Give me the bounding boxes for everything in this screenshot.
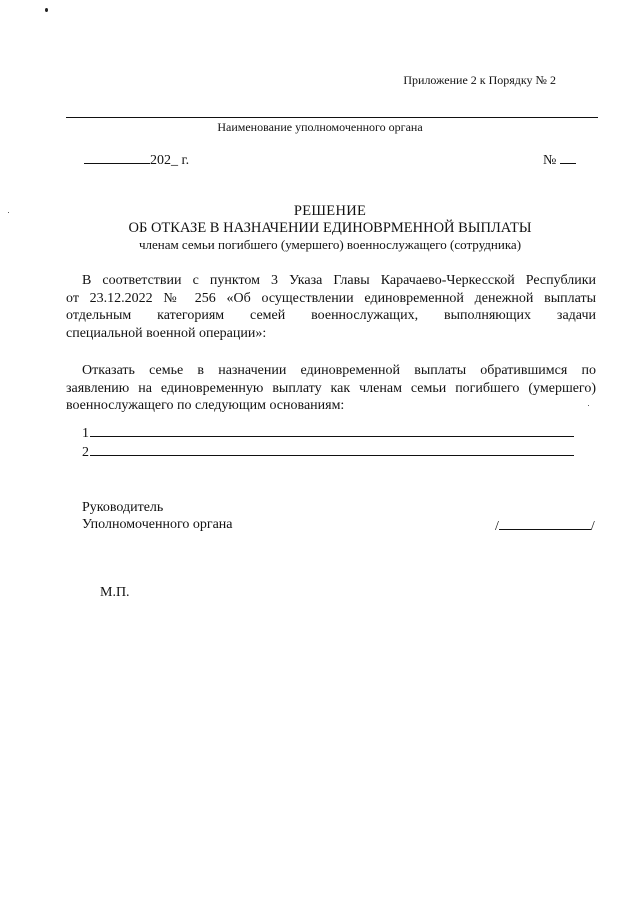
reason-blank (90, 424, 574, 437)
decision-number (543, 151, 576, 169)
document-subtitle-recipients: членам семьи погибшего (умершего) военнослужащего (сотрудника) (138, 237, 522, 252)
paragraph-line: Отказать семье в назначении единовременной выплаты обратившимся по (82, 363, 596, 378)
number-label: № (543, 153, 557, 168)
signature-blank (499, 517, 591, 530)
reason-blank (90, 443, 574, 456)
number-blank (560, 151, 576, 164)
stamp-place: М.П. (100, 585, 130, 600)
document-title: РЕШЕНИЕ (293, 203, 367, 219)
signatory-organization: Уполномоченного органа (82, 517, 233, 532)
paragraph-line: отдельным категориям семей военнослужащих, выполняющих задачи (66, 308, 596, 323)
signature-slash-right: / (590, 519, 595, 534)
reason-number: 2 (82, 445, 89, 460)
signature-field (495, 517, 595, 535)
authority-caption: Наименование уполномоченного органа (217, 120, 423, 134)
date-blank (84, 151, 150, 164)
legal-basis-paragraph (66, 272, 596, 342)
paragraph-line: от 23.12.2022 № 256 «Об осуществлении единовременной денежной выплаты (66, 290, 596, 306)
scan-speck (45, 8, 48, 12)
authority-underline (66, 117, 598, 118)
document-subtitle: ОБ ОТКАЗЕ В НАЗНАЧЕНИИ ЕДИНОВРМЕННОЙ ВЫПЛАТЫ (128, 220, 532, 236)
paragraph-line: заявлению на единовременную выплату как членам семьи погибшего (умершего) (66, 380, 596, 396)
reason-line-1 (82, 424, 574, 442)
signature-slash-left: / (495, 519, 499, 534)
reason-number: 1 (82, 426, 89, 441)
date-suffix: 202_ г. (150, 153, 190, 168)
appendix-reference: Приложение 2 к Порядку № 2 (403, 73, 556, 87)
paragraph-line: специальной военной операции»: (66, 325, 267, 341)
signatory-role: Руководитель (82, 500, 164, 515)
paragraph-line: В соответствии с пунктом 3 Указа Главы Карачаево-Черкесской Республики (82, 273, 596, 288)
decision-date (84, 151, 189, 169)
refusal-paragraph (66, 362, 596, 415)
reason-line-2 (82, 443, 574, 461)
paragraph-line: военнослужащего по следующим основаниям: (66, 398, 345, 413)
